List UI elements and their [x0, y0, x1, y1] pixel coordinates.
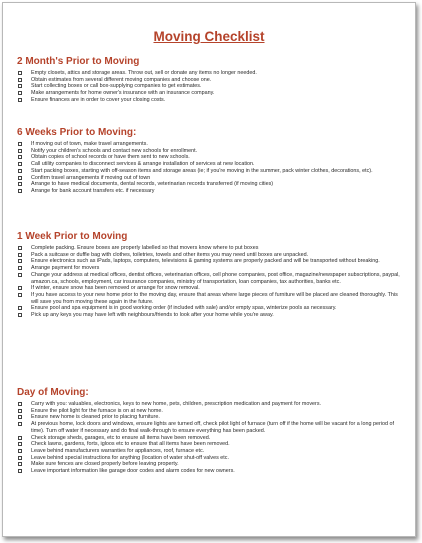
- checkbox-icon[interactable]: [18, 253, 22, 257]
- section-2-months: [17, 56, 401, 104]
- checklist-item: [17, 168, 401, 175]
- checkbox-icon[interactable]: [18, 149, 22, 153]
- checkbox-icon[interactable]: [18, 162, 22, 166]
- checkbox-icon[interactable]: [18, 142, 22, 146]
- section-heading: Day of Moving:: [17, 387, 89, 398]
- checklist-item: [17, 461, 401, 468]
- checkbox-icon[interactable]: [18, 306, 22, 310]
- checklist-item-text: Arrange for bank account transfers etc. if necessary: [31, 187, 155, 194]
- checklist-item-text: Make arrangements for home owner's insurance with an insurance company.: [31, 90, 215, 97]
- checklist-item: [17, 414, 401, 421]
- checklist-item-text: Obtain copies of school records or have them sent to new schools.: [31, 154, 190, 161]
- checkbox-icon[interactable]: [18, 409, 22, 413]
- section-1-week: [17, 231, 401, 319]
- checklist-item: [17, 401, 401, 408]
- checklist-item: [17, 90, 401, 97]
- checklist-item-text: Obtain estimates from several different moving companies and choose one.: [31, 76, 212, 83]
- checkbox-icon[interactable]: [18, 91, 22, 95]
- checklist: [17, 401, 401, 475]
- checkbox-icon[interactable]: [18, 169, 22, 173]
- checklist-item: [17, 468, 401, 475]
- checklist-item: [17, 161, 401, 168]
- checklist-item: [17, 455, 401, 462]
- checkbox-icon[interactable]: [18, 449, 22, 453]
- checkbox-icon[interactable]: [18, 176, 22, 180]
- checklist-item-text: If you have access to your new home prior to the moving day, ensure that areas where large pieces of furniture will be placed are cleaned thoroughly. This will save you from moving these again in the future.: [31, 291, 398, 305]
- checklist: [17, 245, 401, 319]
- checklist-item: [17, 77, 401, 84]
- checklist-item-text: Pack a suitcase or duffle bag with clothes, toiletries, towels and other items you may need until boxes are unpacked.: [31, 251, 309, 258]
- checkbox-icon[interactable]: [18, 259, 22, 263]
- checklist-item: [17, 141, 401, 148]
- checklist-item-text: Leave behind special instructions for anything (location of water shut-off valves etc.: [31, 454, 229, 461]
- section-heading: 1 Week Prior to Moving: [17, 231, 128, 242]
- checklist-item-text: Arrange to have medical documents, dental records, veterinarian records transferred (if moving cities): [31, 181, 274, 188]
- document-page: [2, 2, 416, 537]
- checklist-item-text: Call utility companies to disconnect services & arrange installation of services at new location.: [31, 161, 255, 168]
- checklist-item: [17, 258, 401, 265]
- checklist-item-text: Ensure finances are in order to cover your closing costs.: [31, 96, 166, 103]
- checklist-item: [17, 252, 401, 259]
- checklist-item-text: Arrange payment for movers: [31, 265, 100, 272]
- checkbox-icon[interactable]: [18, 415, 22, 419]
- checkbox-icon[interactable]: [18, 286, 22, 290]
- checklist-item-text: Ensure electronics such as iPads, laptops, computers, televisions & gaming systems are properly packed and will be transported without breaking.: [31, 258, 380, 265]
- checklist-item-text: Check storage sheds, garages, etc to ensure all items have been removed.: [31, 434, 211, 441]
- checklist-item-text: If moving out of town, make travel arrangements.: [31, 141, 148, 147]
- checkbox-icon[interactable]: [18, 246, 22, 250]
- checklist: [17, 141, 401, 195]
- checklist-item: [17, 188, 401, 195]
- checkbox-icon[interactable]: [18, 266, 22, 270]
- checkbox-icon[interactable]: [18, 273, 22, 277]
- checklist-item: [17, 305, 401, 312]
- checklist-item-text: Start packing boxes, starting with off-season items and storage areas (ie; if you're moving in the summer, pack winter clothes, decorations, etc).: [31, 167, 373, 174]
- checklist-item-text: Change your address at medical offices, dentist offices, veterinarian offices, cell phone companies, post office, magazine/newspaper subscriptions, paypal, amazon.ca, schools, employment, car insurance companies, ministry of transportation, loan companies, tax authorities, banks etc.: [31, 271, 400, 285]
- checklist-item: [17, 148, 401, 155]
- checklist-item: [17, 312, 401, 319]
- checkbox-icon[interactable]: [18, 402, 22, 406]
- checkbox-icon[interactable]: [18, 456, 22, 460]
- checklist-item-text: At previous home, lock doors and windows, ensure lights are turned off, check pilot light of furnace (turn off if the home will be vacant for a long period of time). Turn off water if necessary and do final walk-through to ensure everything has been packed.: [31, 421, 394, 434]
- checkbox-icon[interactable]: [18, 78, 22, 82]
- checklist-item-text: Notify your children's schools and contact new schools for enrollment.: [31, 147, 198, 154]
- checklist-item: [17, 285, 401, 292]
- checkbox-icon[interactable]: [18, 98, 22, 102]
- checkbox-icon[interactable]: [18, 155, 22, 159]
- checklist: [17, 70, 401, 104]
- checklist-item-text: Confirm travel arrangements if moving out of town: [31, 174, 151, 181]
- page-title: Moving Checklist: [153, 29, 265, 44]
- checkbox-icon[interactable]: [18, 84, 22, 88]
- checkbox-icon[interactable]: [18, 436, 22, 440]
- checklist-item: [17, 245, 401, 252]
- checklist-item: [17, 292, 401, 305]
- checkbox-icon[interactable]: [18, 189, 22, 193]
- checkbox-icon[interactable]: [18, 422, 22, 426]
- checklist-item: [17, 421, 401, 434]
- checklist-item: [17, 408, 401, 415]
- checklist-item-text: Make sure fences are closed properly before leaving property.: [31, 461, 179, 468]
- checklist-item: [17, 175, 401, 182]
- checklist-item: [17, 435, 401, 442]
- checkbox-icon[interactable]: [18, 71, 22, 75]
- checklist-item: [17, 154, 401, 161]
- checklist-item-text: Ensure pool and spa equipment is in good working order (if included with sale) and/or empty spas, winterize pools as necessary.: [31, 305, 337, 312]
- checklist-item: [17, 97, 401, 104]
- checklist-item-text: Ensure the pilot light for the furnace is on at new home.: [31, 407, 163, 414]
- checklist-item: [17, 441, 401, 448]
- section-heading: 6 Weeks Prior to Moving:: [17, 127, 137, 138]
- section-day-of-moving: [17, 387, 401, 475]
- section-heading: 2 Month's Prior to Moving: [17, 56, 140, 67]
- checklist-item-text: Pick up any keys you may have left with neighbours/friends to look after your home while you're away.: [31, 312, 274, 319]
- checklist-item-text: Ensure new home is cleaned prior to placing furniture.: [31, 414, 160, 421]
- checklist-item-text: Carry with you: valuables, electronics, keys to new home, pets, children, prescription medication and payment for movers.: [31, 401, 322, 407]
- checklist-item: [17, 265, 401, 272]
- checkbox-icon[interactable]: [18, 469, 22, 473]
- checklist-item-text: Start collecting boxes or call box-supplying companies to get estimates.: [31, 83, 202, 90]
- checkbox-icon[interactable]: [18, 293, 22, 297]
- checklist-item-text: Complete packing. Ensure boxes are properly labelled so that movers know where to put boxes: [31, 245, 259, 251]
- checklist-item-text: Leave important information like garage door codes and alarm codes for new owners.: [31, 468, 235, 475]
- checklist-item-text: Check lawns, gardens, forts, igloos etc to ensure that all items have been removed.: [31, 441, 230, 448]
- checkbox-icon[interactable]: [18, 313, 22, 317]
- checkbox-icon[interactable]: [18, 462, 22, 466]
- checkbox-icon[interactable]: [18, 442, 22, 446]
- checklist-item-text: If winter, ensure snow has been removed or arrange for snow removal.: [31, 285, 200, 292]
- checkbox-icon[interactable]: [18, 182, 22, 186]
- checklist-item: [17, 70, 401, 77]
- checklist-item: [17, 83, 401, 90]
- checklist-item-text: Empty closets, attics and storage areas. Throw out, sell or donate any items no longer needed.: [31, 70, 257, 76]
- checklist-item: [17, 181, 401, 188]
- checklist-item: [17, 272, 401, 285]
- checklist-item-text: Leave behind manufacturers warranties for appliances, roof, furnace etc.: [31, 447, 205, 454]
- checklist-item: [17, 448, 401, 455]
- section-6-weeks: [17, 127, 401, 195]
